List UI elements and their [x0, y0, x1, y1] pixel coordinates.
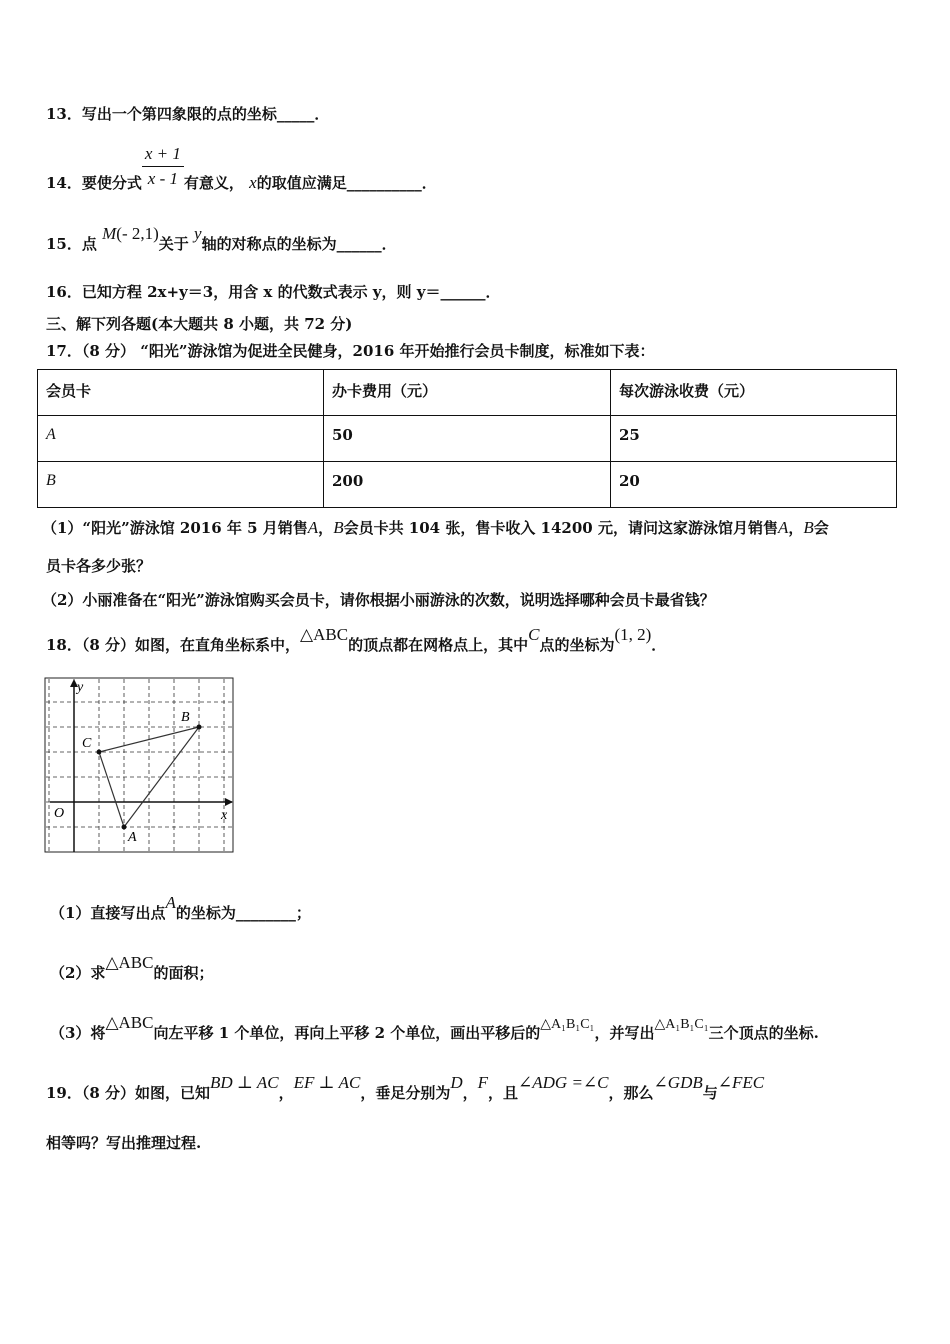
x-axis-arrow-icon: [225, 798, 233, 806]
question-17-part2: （2）小丽准备在“阳光”游泳馆购买会员卡，请你根据小丽游泳的次数，说明选择哪种会员卡最省钱？: [42, 591, 715, 609]
fraction: $\frac{x + 1}{x - 1}$: [142, 144, 184, 189]
label-a: A: [128, 830, 137, 845]
question-15: 15．点 M(- 2,1)关于 y轴的对称点的坐标为______．: [46, 224, 397, 253]
label-c: C: [82, 736, 92, 751]
question-13: 13．写出一个第四象限的点的坐标_____．: [46, 105, 330, 123]
question-18-part2: （2）求△ABC的面积；: [50, 953, 214, 982]
section-title: 三、解下列各题(本大题共 8 小题，共 72 分): [46, 315, 353, 333]
point-b: [197, 725, 202, 730]
y-axis-label: y: [77, 680, 84, 695]
question-18-part3: （3）将△ABC向左平移 1 个单位，再向上平移 2 个单位，画出平移后的△A₁B₁C₁，并写出△A₁B₁C₁三个顶点的坐标.: [50, 1013, 819, 1042]
label-b: B: [181, 710, 190, 725]
question-14: 14．要使分式 $\frac{x + 1}{x - 1}$ 有意义， x的取值应满足__________．: [46, 144, 437, 192]
table-row: B 200 20: [38, 462, 897, 508]
question-19-cont: 相等吗？写出推理过程.: [46, 1134, 202, 1152]
question-17-part1-cont: 员卡各多少张？: [46, 557, 152, 575]
question-19: 19．（8 分）如图，已知BD ⊥ AC，EF ⊥ AC，垂足分别为D，F，且∠ADG =∠C，那么∠GDB与∠FEC: [46, 1073, 765, 1102]
origin-label: O: [54, 806, 65, 821]
coordinate-grid-figure: [44, 677, 234, 853]
question-17-part1: （1）“阳光”游泳馆 2016 年 5 月销售A，B会员卡共 104 张，售卡收入 14200 元，请问这家游泳馆月销售A，B会: [42, 518, 829, 537]
table-row: A 50 25: [38, 416, 897, 462]
question-16: 16．已知方程 2x+y＝3，用含 x 的代数式表示 y，则 y＝______．: [46, 283, 501, 301]
x-axis-label: x: [221, 808, 228, 823]
table-header-row: 会员卡 办卡费用（元） 每次游泳收费（元）: [38, 370, 897, 416]
point-c: [97, 750, 102, 755]
question-18-part1: （1）直接写出点A的坐标为________；: [50, 893, 311, 922]
point-a: [122, 825, 127, 830]
figure-border: [45, 678, 233, 852]
membership-table: [37, 369, 897, 508]
question-18: 18．（8 分）如图，在直角坐标系中，△ABC的顶点都在网格点上，其中C点的坐标为(1, 2)．: [46, 625, 667, 654]
question-17-intro: 17．（8 分） “阳光”游泳馆为促进全民健身，2016 年开始推行会员卡制度，标准如下表：: [46, 342, 655, 360]
